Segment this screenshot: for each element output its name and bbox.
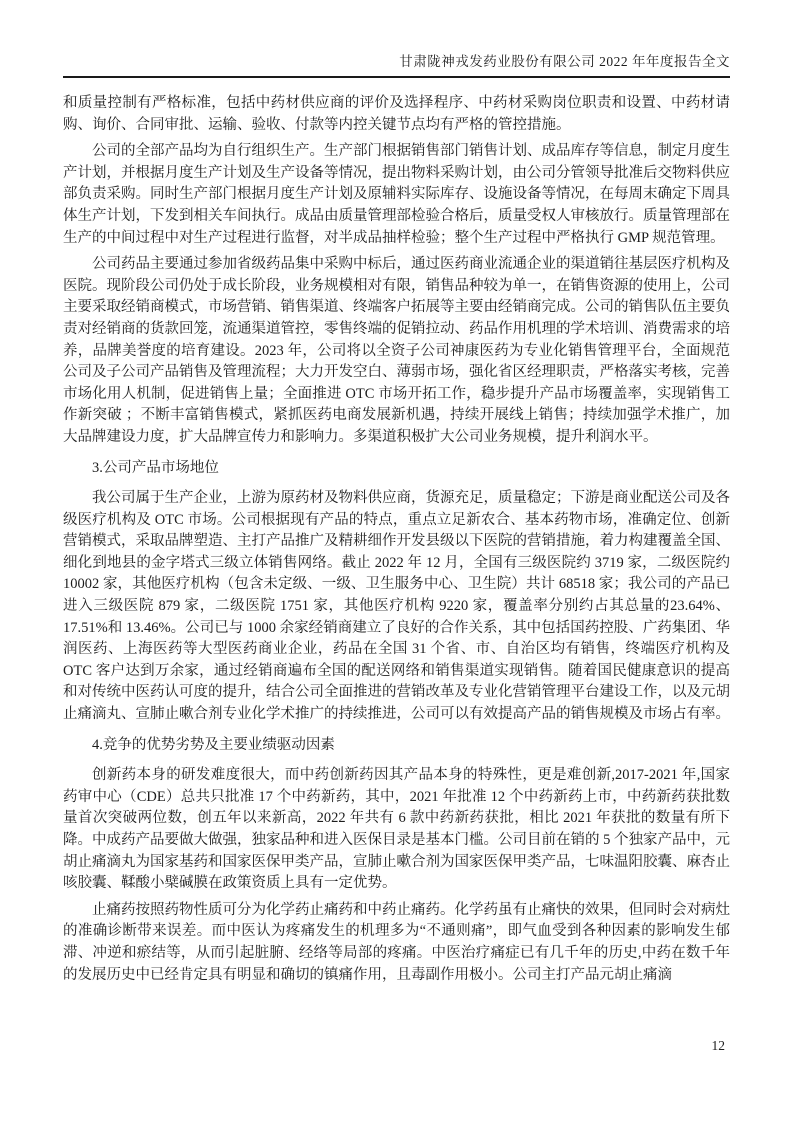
paragraph-sales-model: 公司药品主要通过参加省级药品集中采购中标后，通过医药商业流通企业的渠道销往基层医疗机构及医院。现阶段公司仍处于成长阶段，业务规模相对有限，销售品种较为单一，在销售资源的使用上，公司主要采取经销商模式，市场营销、销售渠道、终端客户拓展等主要由经销商完成。公司的销售队伍主要负责对经销商的货款回笼，流通渠道管控，零售终端的促销拉动、药品作用机理的学术培训、消费需求的培养，品牌美誉度的培育建设。2023 年，公司将以全资子公司神康医药为专业化销售管理平台，全面规范公司及子公司产品销售及管理流程；大力开发空白、薄弱市场，强化省区经理职责，严格落实考核，完善市场化用人机制，促进销售上量；全面推进 OTC 市场开拓工作，稳步提升产品市场覆盖率，实现销售工作新突破 ；不断丰富销售模式，紧抓医药电商发展新机遇，持续开展线上销售；持续加强学术推广，加大品牌建设力度，扩大品牌宣传力和影响力。多渠道积极扩大公司业务规模，提升利润水平。 <box>63 256 730 445</box>
section-heading-competitive-advantages: 4.竞争的优势劣势及主要业绩驱动因素 <box>92 736 335 753</box>
document-body <box>63 93 730 991</box>
section-heading-market-position: 3.公司产品市场地位 <box>92 459 219 476</box>
header-divider <box>63 76 730 78</box>
paragraph-market-position: 我公司属于生产企业，上游为原药材及物料供应商，货源充足，质量稳定；下游是商业配送公司及各级医疗机构及 OTC 市场。公司根据现有产品的特点，重点立足新农合、基本药物市场，准确定位、创新营销模式，采取品牌塑造、主打产品推广及精耕细作开发县级以下医院的营销措施，着力构建覆盖全国、细化到地县的金字塔式三级立体销售网络。截止 2022 年 12 月，全国有三级医院约 3719 家，二级医院约 10002 家，其他医疗机构（包含未定级、一级、卫生服务中心、卫生院）共计 68518 家；我公司的产品已进入三级医院 879 家，二级医院 1751 家，其他医疗机构 9220 家，覆盖率分别约占其总量的23.64%、17.51%和 13.46%。公司已与 1000 余家经销商建立了良好的合作关系，其中包括国药控股、广药集团、华润医药、上海医药等大型医药商业企业，药品在全国 31 个省、市、自治区均有销售，终端医疗机构及 OTC 客户达到万余家，通过经销商遍布全国的配送网络和销售渠道实现销售。随着国民健康意识的提高和对传统中医药认可度的提升，结合公司全面推进的营销改革及专业化营销管理平台建设工作，以及元胡止痛滴丸、宣肺止嗽合剂专业化学术推广的持续推进，公司可以有效提高产品的销售规模及市场占有率。 <box>63 490 730 723</box>
paragraph-innovation-drugs: 创新药本身的研发难度很大，而中药创新药因其产品本身的特殊性，更是难创新,2017-2021 年,国家药审中心（CDE）总共只批准 17 个中药新药，其中，2021 年批准 12 个中药新药上市，中药新药获批数量首次突破两位数，创五年以来新高，2022 年共有 6 款中药新药获批，相比 2021 年获批的数量有所下降。中成药产品要做大做强，独家品种和进入医保目录是基本门槛。公司目前在销的 5 个独家产品中，元胡止痛滴丸为国家基药和国家医保甲类产品，宣肺止嗽合剂为国家医保甲类产品，七味温阳胶囊、麻杏止咳胶囊、鞣酸小檗碱膜在政策资质上具有一定优势。 <box>63 767 730 892</box>
paragraph-painkillers: 止痛药按照药物性质可分为化学药止痛药和中药止痛药。化学药虽有止痛快的效果，但同时会对病灶的准确诊断带来误差。而中医认为疼痛发生的机理多为“不通则痛”，即气血受到各种因素的影响发生郁滞、冲逆和瘀结等，从而引起脏腑、经络等局部的疼痛。中医治疗痛症已有几千年的历史,中药在数千年的发展历史中已经肯定具有明显和确切的镇痛作用，且毒副作用极小。公司主打产品元胡止痛滴 <box>63 901 730 983</box>
page-number: 12 <box>711 1038 725 1053</box>
paragraph-quality-control-continuation: 和质量控制有严格标准，包括中药材供应商的评价及选择程序、中药材采购岗位职责和设置、中药材请购、询价、合同审批、运输、验收、付款等内控关键节点均有严格的管控措施。 <box>63 95 730 133</box>
page-header-title: 甘肃陇神戎发药业股份有限公司 2022 年年度报告全文 <box>399 54 730 69</box>
paragraph-production-organization: 公司的全部产品均为自行组织生产。生产部门根据销售部门销售计划、成品库存等信息，制定月度生产计划，并根据月度生产计划及生产设备等情况，提出物料采购计划，由公司分管领导批准后交物料供应部负责采购。同时生产部门根据月度生产计划及原辅料实际库存、设施设备等情况，在每周末确定下周具体生产计划，下发到相关车间执行。成品由质量管理部检验合格后，质量受权人审核放行。质量管理部在生产的中间过程中对生产过程进行监督，对半成品抽样检验；整个生产过程中严格执行 GMP 规范管理。 <box>63 143 730 246</box>
